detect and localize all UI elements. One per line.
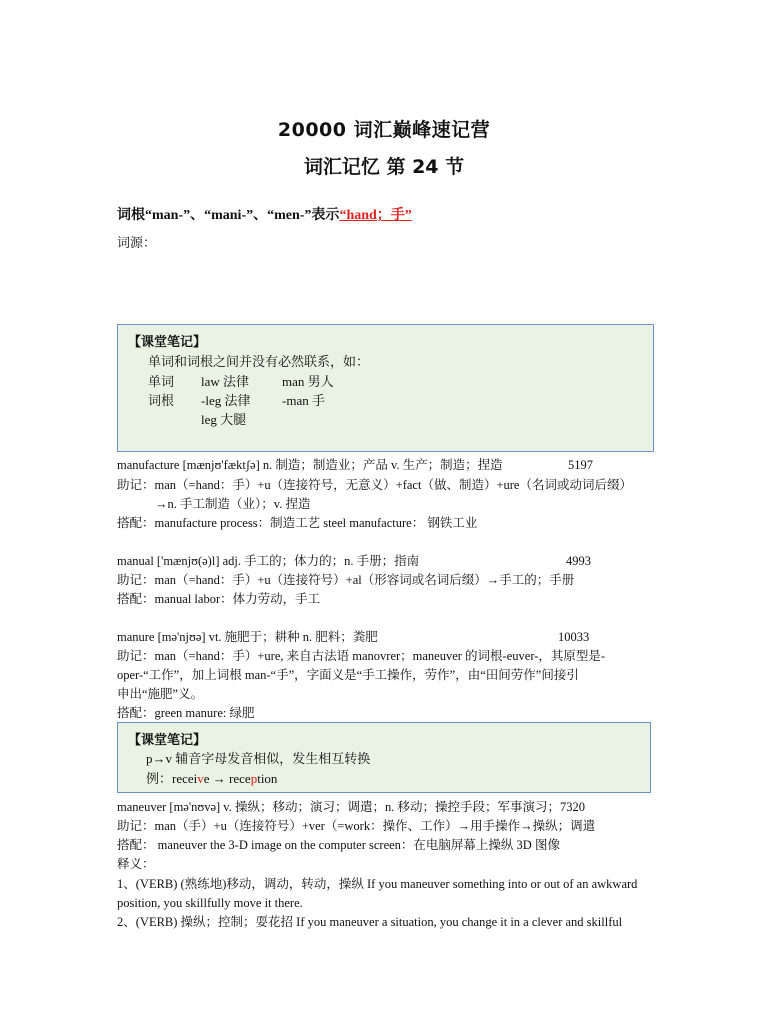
entry-manure-head: manure [mə'njʊə] vt. 施肥于；耕种 n. 肥料；粪肥 <box>117 630 378 644</box>
entry-collocation: 搭配：manufacture process：制造工艺 steel manufacture： 钢铁工业 <box>117 516 478 530</box>
entry-manufacture-head: manufacture [mænjʊ'fæktʃə] n. 制造；制造业；产品 v. 生产；制造；捏造 <box>117 458 503 472</box>
note-example: 例：receive → reception <box>146 771 278 786</box>
entry-mnemonic: 助记：man（=hand：手）+u（连接符号，无意义）+fact（做、制造）+ure（名词或动词后缀） <box>117 478 632 492</box>
entry-rank: 10033 <box>558 630 590 644</box>
note-row-word: -man 手 <box>282 393 325 408</box>
entry-collocation: 搭配： maneuver the 3-D image on the computer screen：在电脑屏幕上操纵 3D 图像 <box>117 838 560 852</box>
entry-rank: 5197 <box>568 458 593 472</box>
entry-collocation: 搭配：green manure: 绿肥 <box>117 706 255 720</box>
entry-rank: 4993 <box>566 554 591 568</box>
entry-mnemonic: 助记：man（=hand：手）+ure, 来自古法语 manovrer；maneuver 的词根-euver-，其原型是- <box>117 649 606 663</box>
etymology-label: 词源： <box>117 235 157 250</box>
note-row-word: -leg 法律 <box>201 393 251 408</box>
entry-definition: position, you skillfully move it there. <box>117 896 303 910</box>
root-meaning-highlight: “hand；手” <box>339 208 412 223</box>
entry-definition: 2、(VERB) 操纵；控制；耍花招 If you maneuver a situation, you change it in a clever and skillful <box>117 915 623 929</box>
entry-collocation: 搭配：manual labor：体力劳动，手工 <box>117 592 321 606</box>
note-row-word: man 男人 <box>282 374 334 389</box>
class-note-box <box>117 722 651 793</box>
class-note-box <box>117 324 654 452</box>
root-heading <box>117 204 412 224</box>
entry-mnemonic: 申出“施肥”义。 <box>117 687 204 701</box>
note-row-word: law 法律 <box>201 374 250 389</box>
entry-definition: 1、(VERB) (熟练地)移动，调动，转动，操纵 If you maneuver something into or out of an awkward <box>117 877 638 891</box>
entry-mnemonic: 助记：man（手）+u（连接符号）+ver（=work：操作、工作）→用手操作→操纵；调遣 <box>117 819 596 833</box>
document-title: 20000 词汇巅峰速记营 <box>277 119 491 141</box>
entry-maneuver-head: maneuver [mə'nʊvə] v. 操纵；移动；演习；调遣；n. 移动；操控手段；军事演习；7320 <box>117 800 585 814</box>
note-title: 【课堂笔记】 <box>128 334 207 349</box>
note-row-label: 词根 <box>148 393 175 408</box>
entry-meaning-label: 释义： <box>117 857 155 871</box>
root-heading-text: 词根“man-”、“mani-”、“men-”表示 <box>117 208 340 223</box>
section-title: 词汇记忆 第 24 节 <box>303 156 465 178</box>
note-title: 【课堂笔记】 <box>128 732 207 747</box>
entry-mnemonic: →n. 手工制造（业）；v. 捏造 <box>155 497 311 511</box>
note-intro: 单词和词根之间并没有必然联系，如： <box>148 354 370 369</box>
entry-manual-head: manual ['mænjʊ(ə)l] adj. 手工的；体力的；n. 手册；指南 <box>117 554 420 568</box>
note-row-word: leg 大腿 <box>201 412 247 427</box>
entry-mnemonic: 助记：man（=hand：手）+u（连接符号）+al（形容词或名词后缀）→手工的；手册 <box>117 573 575 587</box>
note-row-label: 单词 <box>148 374 175 389</box>
note-rule: p→v 辅音字母发音相似，发生相互转换 <box>146 751 371 766</box>
entry-mnemonic: oper-“工作”，加上词根 man-“手”，字面义是“手工操作，劳作”，由“田间劳作”间接引 <box>117 668 579 682</box>
